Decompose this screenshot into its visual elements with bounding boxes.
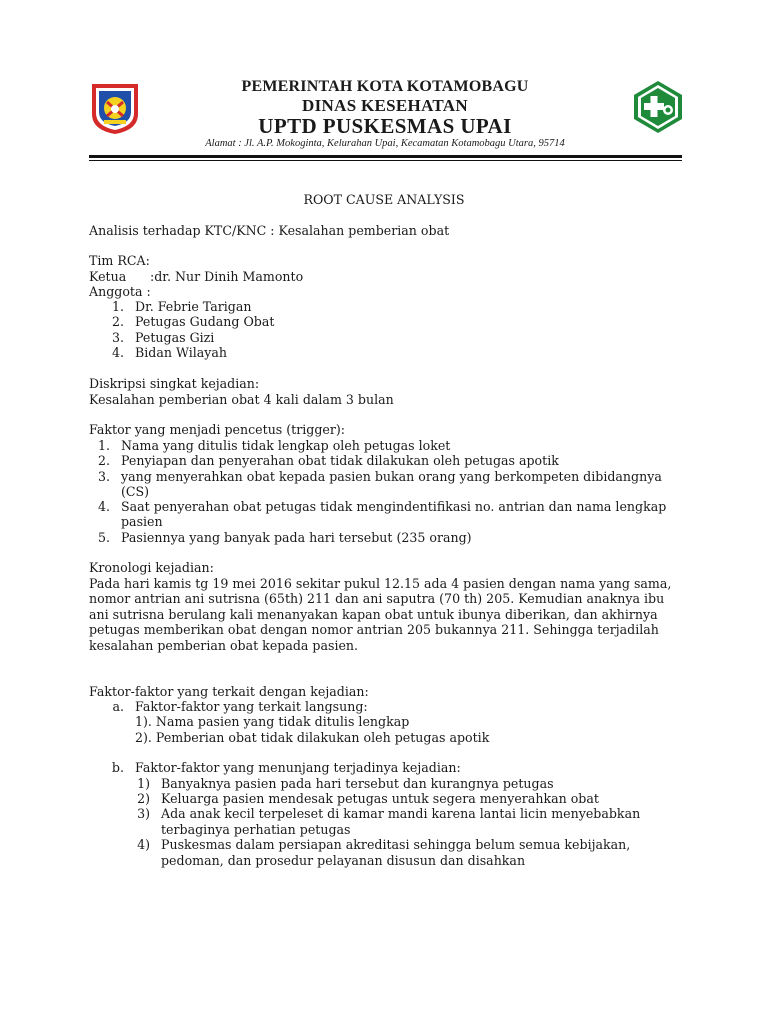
description-heading: Diskripsi singkat kejadian: — [89, 376, 260, 391]
puskesmas-logo-icon — [631, 79, 685, 135]
factor-a-title: Faktor-faktor yang terkait langsung: — [135, 699, 368, 714]
trigger-text: Pasiennya yang banyak pada hari tersebut (235 orang) — [121, 530, 472, 545]
member-name: Dr. Febrie Tarigan — [135, 299, 252, 314]
factor-a-item: 2). Pemberian obat tidak dilakukan oleh petugas apotik — [135, 730, 490, 745]
header-government: PEMERINTAH KOTA KOTAMOBAGU — [241, 78, 529, 95]
trigger-text-continued: (CS) — [121, 484, 150, 499]
factor-a-item: 1). Nama pasien yang tidak ditulis lengkap — [135, 714, 410, 729]
anggota-label: Anggota : — [89, 284, 151, 299]
chronology-line: petugas memberikan obat dengan nomor antrian 205 bukannya 211. Sehingga terjadilah — [89, 622, 659, 637]
member-number: 3. — [111, 330, 124, 345]
trigger-text: Nama yang ditulis tidak lengkap oleh petugas loket — [121, 438, 451, 453]
member-number: 1. — [111, 299, 124, 314]
analysis-subject: Analisis terhadap KTC/KNC : Kesalahan pemberian obat — [89, 223, 450, 238]
trigger-number: 3. — [97, 469, 110, 484]
team-heading: Tim RCA: — [89, 253, 150, 268]
trigger-heading: Faktor yang menjadi pencetus (trigger): — [89, 422, 346, 437]
factor-b-item: Banyaknya pasien pada hari tersebut dan kurangnya petugas — [161, 776, 554, 791]
header-address: Alamat : Jl. A.P. Mokoginta, Kelurahan Upai, Kecamatan Kotamobagu Utara, 95714 — [205, 138, 565, 149]
header-divider-thin — [89, 160, 682, 161]
factor-b-item: Ada anak kecil terpeleset di kamar mandi karena lantai licin menyebabkan — [161, 806, 641, 821]
member-name: Petugas Gudang Obat — [135, 314, 275, 329]
chronology-heading: Kronologi kejadian: — [89, 560, 214, 575]
factor-b-item: Keluarga pasien mendesak petugas untuk segera menyerahkan obat — [161, 791, 599, 806]
factor-b-letter: b. — [111, 760, 124, 775]
trigger-number: 1. — [97, 438, 110, 453]
member-number: 2. — [111, 314, 124, 329]
factor-b-number: 1) — [137, 776, 150, 791]
factor-b-number: 4) — [137, 837, 150, 852]
chronology-line: ani sutrisna berulang kali menanyakan kapan obat untuk ibunya diberikan, dan akhirnya — [89, 607, 658, 622]
trigger-text: Saat penyerahan obat petugas tidak mengindentifikasi no. antrian dan nama lengkap — [121, 499, 667, 514]
factor-b-title: Faktor-faktor yang menunjang terjadinya kejadian: — [135, 760, 461, 775]
header-divider-thick — [89, 155, 682, 158]
description-text: Kesalahan pemberian obat 4 kali dalam 3 bulan — [89, 392, 394, 407]
trigger-text: yang menyerahkan obat kepada pasien bukan orang yang berkompeten dibidangnya — [121, 469, 662, 484]
chronology-line: nomor antrian ani sutrisna (65th) 211 dan ani saputra (70 th) 205. Kemudian anaknya ibu — [89, 591, 665, 606]
factor-b-item-continued: terbaginya perhatian petugas — [161, 822, 351, 837]
trigger-number: 2. — [97, 453, 110, 468]
ketua-value: :dr. Nur Dinih Mamonto — [150, 269, 304, 284]
trigger-number: 5. — [97, 530, 110, 545]
trigger-number: 4. — [97, 499, 110, 514]
chronology-line: Pada hari kamis tg 19 mei 2016 sekitar pukul 12.15 ada 4 pasien dengan nama yang sama, — [89, 576, 672, 591]
factor-b-number: 3) — [137, 806, 150, 821]
city-emblem-icon — [88, 80, 142, 136]
chronology-line: kesalahan pemberian obat kepada pasien. — [89, 638, 359, 653]
trigger-text-continued: pasien — [121, 514, 163, 529]
factors-heading: Faktor-faktor yang terkait dengan kejadian: — [89, 684, 369, 699]
factor-a-letter: a. — [112, 699, 124, 714]
member-number: 4. — [111, 345, 124, 360]
header-department: DINAS KESEHATAN — [302, 96, 468, 115]
ketua-label: Ketua — [89, 269, 127, 284]
factor-b-item-continued: pedoman, dan prosedur pelayanan disusun dan disahkan — [161, 853, 526, 868]
member-name: Bidan Wilayah — [135, 345, 227, 360]
trigger-text: Penyiapan dan penyerahan obat tidak dilakukan oleh petugas apotik — [121, 453, 559, 468]
factor-b-item: Puskesmas dalam persiapan akreditasi sehingga belum semua kebijakan, — [161, 837, 631, 852]
header-institution: UPTD PUSKESMAS UPAI — [258, 114, 512, 138]
factor-b-number: 2) — [137, 791, 150, 806]
document-title: ROOT CAUSE ANALYSIS — [303, 192, 465, 207]
member-name: Petugas Gizi — [135, 330, 215, 345]
